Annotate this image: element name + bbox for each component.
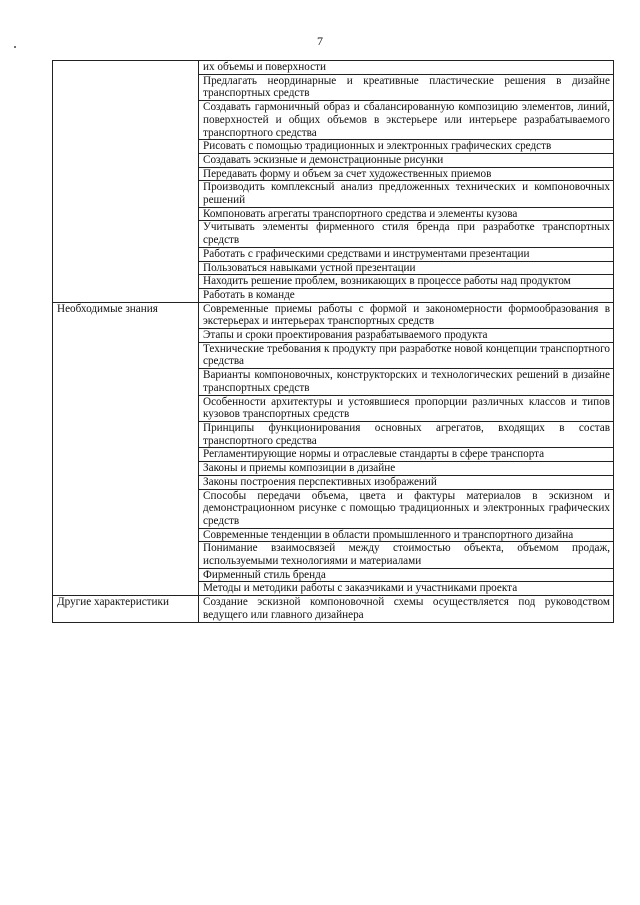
table-cell-item: Особенности архитектуры и устоявшиеся пропорции различных классов и типов кузовов транспортных средств [199,395,614,421]
table-cell-item: Учитывать элементы фирменного стиля бренда при разработке транспортных средств [199,221,614,247]
table-cell-item: Законы построения перспективных изображений [199,475,614,489]
table-cell-item: Этапы и сроки проектирования разрабатываемого продукта [199,329,614,343]
table-cell-item: Принципы функционирования основных агрегатов, входящих в состав транспортного средства [199,421,614,447]
page-number: 7 [317,34,323,48]
section-label [53,61,199,303]
table-row [53,61,614,75]
table-cell-item: Работать с графическими средствами и инструментами презентации [199,247,614,261]
section-label: Необходимые знания [53,302,199,595]
table-row [53,596,614,622]
table-cell-item: Создавать гармоничный образ и сбалансированную композицию элементов, линий, поверхностей и общих объемов в экстерьере или интерьере разрабатываемого транспортного средства [199,101,614,140]
table-cell-item: Современные тенденции в области промышленного и транспортного дизайна [199,528,614,542]
table-cell-item: Способы передачи объема, цвета и фактуры материалов в эскизном и демонстрационном рисунке с помощью традиционных и электронных графических средств [199,489,614,528]
table-cell-item: Рисовать с помощью традиционных и электронных графических средств [199,140,614,154]
table-cell-item: Технические требования к продукту при разработке новой концепции транспортного средства [199,342,614,368]
table-cell-item: Предлагать неординарные и креативные пластические решения в дизайне транспортных средств [199,74,614,100]
table-cell-item: Понимание взаимосвязей между стоимостью объекта, объемом продаж, используемыми технологиями и материалами [199,542,614,568]
table-cell-item: их объемы и поверхности [199,61,614,75]
table-cell-item: Методы и методики работы с заказчиками и участниками проекта [199,582,614,596]
table-body [53,61,614,623]
table-cell-item: Регламентирующие нормы и отраслевые стандарты в сфере транспорта [199,448,614,462]
table-cell-item: Производить комплексный анализ предложенных технических и компоновочных решений [199,181,614,207]
table-row [53,302,614,328]
table-cell-item: Законы и приемы композиции в дизайне [199,462,614,476]
section-label: Другие характеристики [53,596,199,622]
table-cell-item: Современные приемы работы с формой и закономерности формообразования в экстерьерах и интерьерах транспортных средств [199,302,614,328]
table-cell-item: Компоновать агрегаты транспортного средства и элементы кузова [199,207,614,221]
table-cell-item: Фирменный стиль бренда [199,568,614,582]
competency-table [52,60,614,623]
table-cell-item: Пользоваться навыками устной презентации [199,261,614,275]
table-cell-item: Работать в команде [199,288,614,302]
table-cell-item: Создавать эскизные и демонстрационные рисунки [199,153,614,167]
table-cell-item: Передавать форму и объем за счет художественных приемов [199,167,614,181]
table-cell-item: Создание эскизной компоновочной схемы осуществляется под руководством ведущего или главного дизайнера [199,596,614,622]
table-cell-item: Находить решение проблем, возникающих в процессе работы над продуктом [199,275,614,289]
table-cell-item: Варианты компоновочных, конструкторских и технологических решений в дизайне транспортных средств [199,369,614,395]
